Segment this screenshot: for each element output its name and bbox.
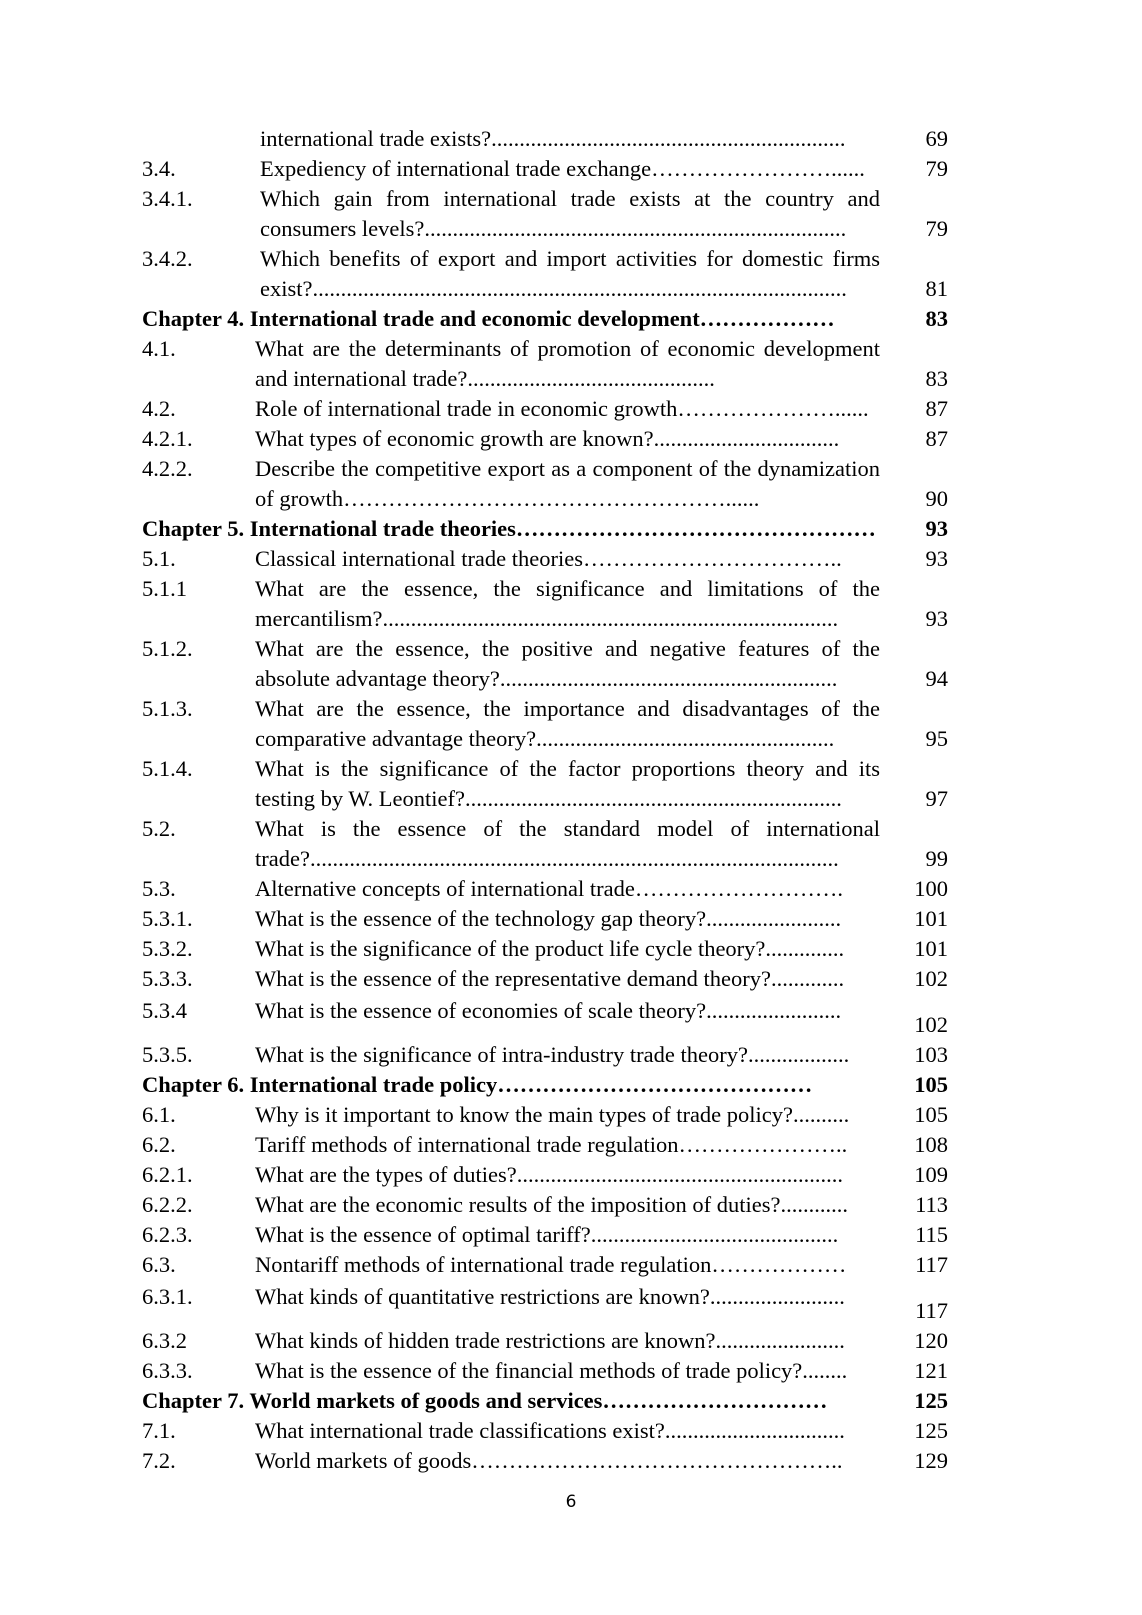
page-reference: 102 [914, 966, 948, 991]
section-title: What are the essence, the significance and limitations of the mercantilism?................................................................................. [255, 576, 880, 631]
section-number: 4.2. [142, 396, 176, 421]
section-title: Expediency of international trade exchange……………………...... [260, 156, 865, 181]
section-number: 6.3.1. [142, 1284, 193, 1309]
page-reference: 94 [925, 666, 948, 691]
toc-entry-row [142, 1446, 1002, 1476]
toc-entry-row [142, 694, 1002, 754]
section-title: What is the significance of the factor proportions theory and its testing by W. Leontief?................................................................... [255, 756, 880, 811]
toc-chapter-row [142, 304, 1002, 334]
section-title: What is the essence of the financial methods of trade policy?........ [255, 1358, 848, 1383]
toc-entry-row [142, 634, 1002, 694]
toc-entry-row [142, 934, 1002, 964]
section-number: 6.2. [142, 1132, 176, 1157]
page-reference: 105 [914, 1072, 948, 1097]
page-reference: 125 [914, 1418, 948, 1443]
section-title: What is the significance of intra-industry trade theory?.................. [255, 1042, 850, 1067]
section-number: 5.3.5. [142, 1042, 193, 1067]
page-reference: 97 [925, 786, 948, 811]
toc-chapter-row [142, 1386, 1002, 1416]
section-number: 6.1. [142, 1102, 176, 1127]
toc-entry-row [142, 754, 1002, 814]
toc-entry-row [142, 1282, 1002, 1323]
toc-entry-row [142, 244, 1002, 304]
toc-entry-row [142, 334, 1002, 394]
toc-entry-row [142, 814, 1002, 874]
toc-entry-row [142, 874, 1002, 904]
toc-entry-row [142, 1040, 1002, 1070]
page-reference: 101 [914, 906, 948, 931]
chapter-number: Chapter 6. [142, 1072, 245, 1097]
page-reference: 95 [925, 726, 948, 751]
section-number: 5.2. [142, 816, 176, 841]
section-title: What types of economic growth are known?................................. [255, 426, 840, 451]
section-title: What is the essence of optimal tariff?............................................ [255, 1222, 839, 1247]
section-title: What is the significance of the product life cycle theory?.............. [255, 936, 845, 961]
section-number: 3.4. [142, 156, 176, 181]
toc-entry-row [142, 1190, 1002, 1220]
section-title: What are the types of duties?.......................................................... [255, 1162, 844, 1187]
toc-entry-row [142, 904, 1002, 934]
page-reference: 103 [914, 1042, 948, 1067]
page-reference: 93 [925, 546, 948, 571]
page-reference: 87 [925, 396, 948, 421]
section-number: 4.1. [142, 336, 176, 361]
section-title: Which gain from international trade exists at the country and consumers levels?........................................................................... [260, 186, 880, 241]
page-reference: 120 [914, 1328, 948, 1353]
toc-entry-row [142, 454, 1002, 514]
page-reference: 69 [925, 126, 948, 151]
section-number: 7.1. [142, 1418, 176, 1443]
toc-chapter-row [142, 1070, 1002, 1100]
toc-entry-row [142, 424, 1002, 454]
section-title: Why is it important to know the main types of trade policy?.......... [255, 1102, 850, 1127]
toc-entry-row [142, 544, 1002, 574]
section-number: 6.2.3. [142, 1222, 193, 1247]
page-reference: 90 [925, 486, 948, 511]
page-reference: 105 [914, 1102, 948, 1127]
section-title: What is the essence of economies of scale theory?........................ [255, 998, 842, 1023]
section-number: 6.2.2. [142, 1192, 193, 1217]
section-number: 5.1.1 [142, 576, 187, 601]
toc-entry-row [142, 964, 1002, 994]
chapter-title [142, 514, 880, 544]
toc-entry-row [142, 1160, 1002, 1190]
section-number: 5.1.4. [142, 756, 193, 781]
toc-entry-row [142, 1220, 1002, 1250]
section-title: What are the determinants of promotion of economic development and international trade?............................................ [255, 336, 880, 391]
page-reference: 117 [915, 1252, 948, 1277]
toc-entry-row [142, 154, 1002, 184]
chapter-number: Chapter 7. [142, 1388, 245, 1413]
section-title: Nontariff methods of international trade regulation……………… [255, 1252, 847, 1277]
page-reference: 93 [925, 606, 948, 631]
chapter-title [142, 1386, 880, 1416]
section-title: World markets of goods………………………………………….. [255, 1448, 843, 1473]
toc-entry-row [142, 1130, 1002, 1160]
section-title: What kinds of hidden trade restrictions are known?....................... [255, 1328, 845, 1353]
section-number: 6.3. [142, 1252, 176, 1277]
section-title: What international trade classifications exist?................................ [255, 1418, 845, 1443]
section-number: 3.4.2. [142, 246, 193, 271]
section-number: 5.1. [142, 546, 176, 571]
chapter-number: Chapter 5. [142, 516, 245, 541]
page-reference: 113 [915, 1192, 948, 1217]
section-number: 6.3.3. [142, 1358, 193, 1383]
page-reference: 101 [914, 936, 948, 961]
toc-entry-row [142, 1326, 1002, 1356]
section-title: What kinds of quantitative restrictions are known?........................ [255, 1284, 845, 1309]
section-title: Which benefits of export and import activities for domestic firms exist?............................................................................................... [260, 246, 880, 301]
toc-entry-row [142, 1100, 1002, 1130]
section-number: 5.3.3. [142, 966, 193, 991]
section-number: 6.2.1. [142, 1162, 193, 1187]
section-number: 6.3.2 [142, 1328, 187, 1353]
page-reference: 81 [925, 276, 948, 301]
section-title: What is the essence of the technology gap theory?........................ [255, 906, 842, 931]
page-reference: 115 [915, 1222, 948, 1247]
page-number: 6 [565, 1492, 577, 1512]
page-reference: 129 [914, 1448, 948, 1473]
section-title: What is the essence of the representative demand theory?............. [255, 966, 845, 991]
chapter-title [142, 304, 880, 334]
section-number: 5.3.2. [142, 936, 193, 961]
section-title: Classical international trade theories…………………………….. [255, 546, 842, 571]
page-reference: 93 [925, 516, 948, 541]
toc-entry-row [142, 996, 1002, 1037]
section-number: 5.3.1. [142, 906, 193, 931]
section-number: 5.3.4 [142, 998, 187, 1023]
section-number: 3.4.1. [142, 186, 193, 211]
chapter-title-text: International trade theories………………………………………… [249, 516, 876, 541]
section-number: 4.2.2. [142, 456, 193, 481]
section-title: Role of international trade in economic growth…………………...... [255, 396, 869, 421]
section-title: Describe the competitive export as a component of the dynamization of growth……………………………………………...... [255, 456, 880, 511]
section-number: 4.2.1. [142, 426, 193, 451]
page-reference: 108 [914, 1132, 948, 1157]
section-title: What is the essence of the standard model of international trade?.............................................................................................. [255, 816, 880, 871]
section-number: 5.3. [142, 876, 176, 901]
page-reference: 83 [925, 306, 948, 331]
page-reference: 79 [925, 156, 948, 181]
toc-entry-row [142, 1356, 1002, 1386]
chapter-title-text: International trade policy…………………………………… [249, 1072, 813, 1097]
toc-entry-row [142, 574, 1002, 634]
page-reference: 87 [925, 426, 948, 451]
toc-entry-row [142, 124, 1002, 154]
toc-chapter-row [142, 514, 1002, 544]
toc-entry-row [142, 394, 1002, 424]
page-reference: 83 [925, 366, 948, 391]
chapter-title [142, 1070, 880, 1100]
page-reference: 109 [914, 1162, 948, 1187]
chapter-title-text: International trade and economic development……………… [249, 306, 835, 331]
page-reference: 117 [915, 1298, 948, 1323]
section-number: 5.1.3. [142, 696, 193, 721]
section-title: What are the essence, the importance and disadvantages of the comparative advantage theory?..................................................... [255, 696, 880, 751]
section-number: 5.1.2. [142, 636, 193, 661]
toc-entry-row [142, 184, 1002, 244]
section-title: Alternative concepts of international trade………………………. [255, 876, 843, 901]
page-reference: 125 [914, 1388, 948, 1413]
page-reference: 79 [925, 216, 948, 241]
chapter-number: Chapter 4. [142, 306, 245, 331]
table-of-contents [142, 124, 1002, 1476]
chapter-title-text: World markets of goods and services………………………… [249, 1388, 828, 1413]
section-title: What are the essence, the positive and negative features of the absolute advantage theory?............................................................ [255, 636, 880, 691]
page-reference: 121 [914, 1358, 948, 1383]
page-reference: 99 [925, 846, 948, 871]
toc-entry-row [142, 1250, 1002, 1280]
page-reference: 100 [914, 876, 948, 901]
page-reference: 102 [914, 1012, 948, 1037]
section-number: 7.2. [142, 1448, 176, 1473]
toc-entry-row [142, 1416, 1002, 1446]
section-title: Tariff methods of international trade regulation………………….. [255, 1132, 848, 1157]
section-title: What are the economic results of the imposition of duties?............ [255, 1192, 848, 1217]
section-title: international trade exists?............................................................... [260, 126, 846, 151]
